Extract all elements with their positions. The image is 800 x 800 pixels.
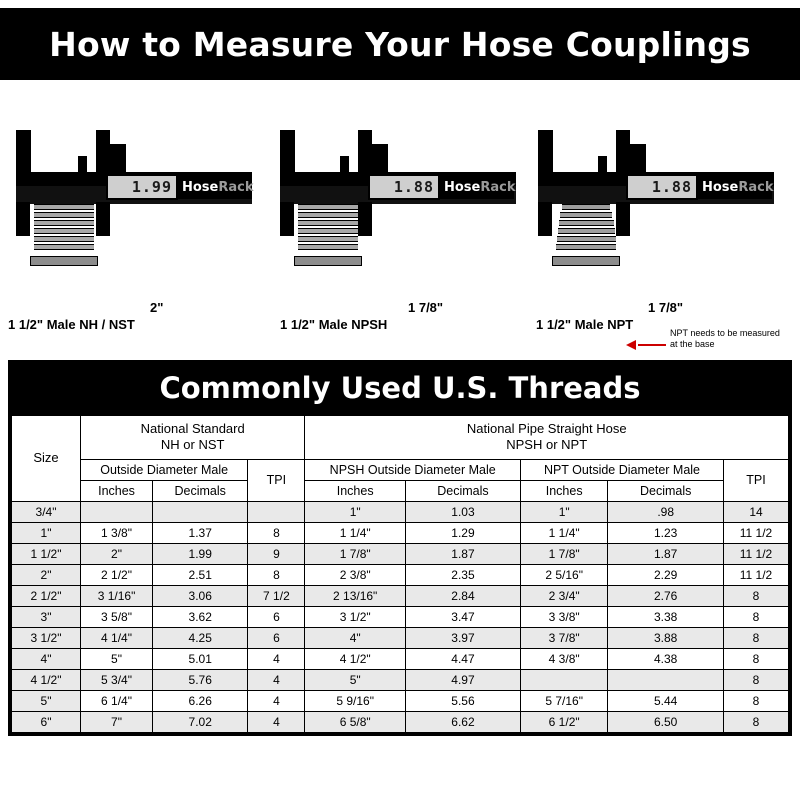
table-body <box>12 501 789 732</box>
cell-ns-decimals: 1.37 <box>153 522 248 543</box>
cell-npsh-decimals: 2.35 <box>405 564 520 585</box>
cell-npt-decimals: 2.29 <box>608 564 724 585</box>
cell-ns-inches: 6 1/4" <box>81 690 153 711</box>
cell-npsh-inches: 5" <box>305 669 406 690</box>
caliper-sliding-jaw-lower <box>96 202 110 236</box>
cell-npsh-inches: 1 1/4" <box>305 522 406 543</box>
cell-ns-decimals: 3.06 <box>153 585 248 606</box>
column-header-size: Size <box>12 416 81 502</box>
cell-npsh-inches: 2 13/16" <box>305 585 406 606</box>
cell-npsh-decimals: 3.97 <box>405 627 520 648</box>
brand-main-2: Hose <box>444 179 481 195</box>
cell-npsh-inches: 3 1/2" <box>305 606 406 627</box>
cell-npsh-decimals: 1.29 <box>405 522 520 543</box>
column-header-npt-od: NPT Outside Diameter Male <box>520 459 723 480</box>
cell-size: 6" <box>12 711 81 732</box>
coupling-base-2 <box>294 256 362 266</box>
cell-np-tpi: 8 <box>724 606 789 627</box>
cell-ns-decimals: 5.01 <box>153 648 248 669</box>
hose-coupling-3 <box>556 204 616 258</box>
column-header-ns-decimals: Decimals <box>153 480 248 501</box>
cell-npt-decimals: 3.38 <box>608 606 724 627</box>
column-header-ns-inches: Inches <box>81 480 153 501</box>
cell-npsh-inches: 5 9/16" <box>305 690 406 711</box>
cell-npt-decimals: 1.87 <box>608 543 724 564</box>
cell-npsh-decimals: 4.47 <box>405 648 520 669</box>
caliper-illustration-1 <box>8 130 256 265</box>
cell-ns-tpi: 6 <box>248 606 305 627</box>
caliper-illustration-3 <box>530 130 778 265</box>
cell-npt-inches: 6 1/2" <box>520 711 607 732</box>
cell-ns-decimals: 7.02 <box>153 711 248 732</box>
caliper-fixed-jaw <box>280 130 295 178</box>
cell-size: 4" <box>12 648 81 669</box>
table-row <box>12 627 789 648</box>
table-row <box>12 711 789 732</box>
cell-size: 4 1/2" <box>12 669 81 690</box>
caliper-reading-2: 1.88 <box>393 178 434 196</box>
cell-ns-tpi: 6 <box>248 627 305 648</box>
diagram-row <box>0 100 800 350</box>
cell-npt-decimals: 5.44 <box>608 690 724 711</box>
cell-npt-inches <box>520 669 607 690</box>
cell-npt-decimals: .98 <box>608 501 724 522</box>
cell-npsh-inches: 2 3/8" <box>305 564 406 585</box>
brand-main-3: Hose <box>702 179 739 195</box>
diagram-nh-nst <box>8 100 270 350</box>
callout-line <box>638 344 666 346</box>
dimension-label-2: 1 7/8" <box>408 300 444 315</box>
threads-table-block <box>8 360 792 736</box>
cell-npt-inches: 2 3/4" <box>520 585 607 606</box>
cell-npt-inches: 4 3/8" <box>520 648 607 669</box>
cell-npsh-decimals: 1.87 <box>405 543 520 564</box>
table-header-row-1 <box>12 416 789 460</box>
caliper-fixed-jaw-lower <box>280 202 294 236</box>
column-header-npsh-decimals: Decimals <box>405 480 520 501</box>
cell-np-tpi: 8 <box>724 648 789 669</box>
cell-npt-decimals: 3.88 <box>608 627 724 648</box>
table-row <box>12 543 789 564</box>
brand-logo-1 <box>178 175 252 199</box>
column-header-npt-inches: Inches <box>520 480 607 501</box>
hose-coupling-2 <box>298 204 358 258</box>
cell-ns-inches: 2" <box>81 543 153 564</box>
cell-ns-inches: 1 3/8" <box>81 522 153 543</box>
cell-size: 2" <box>12 564 81 585</box>
cell-ns-inches <box>81 501 153 522</box>
brand-logo-3 <box>698 175 772 199</box>
coupling-base-3 <box>552 256 620 266</box>
cell-ns-inches: 4 1/4" <box>81 627 153 648</box>
cell-np-tpi: 8 <box>724 711 789 732</box>
cell-npsh-inches: 6 5/8" <box>305 711 406 732</box>
caliper-thumb-wheel <box>340 156 349 176</box>
cell-npsh-decimals: 2.84 <box>405 585 520 606</box>
caliper-display-2 <box>368 174 440 200</box>
cell-np-tpi: 11 1/2 <box>724 564 789 585</box>
cell-ns-decimals: 1.99 <box>153 543 248 564</box>
diagram-caption-3: 1 1/2" Male NPT <box>536 317 634 332</box>
coupling-base-1 <box>30 256 98 266</box>
cell-npsh-decimals: 5.56 <box>405 690 520 711</box>
cell-ns-inches: 5 3/4" <box>81 669 153 690</box>
cell-ns-tpi: 4 <box>248 669 305 690</box>
table-row <box>12 648 789 669</box>
brand-sub-2: Rack <box>480 179 516 195</box>
column-header-npsh-od: NPSH Outside Diameter Male <box>305 459 521 480</box>
column-header-ns-tpi: TPI <box>248 459 305 501</box>
brand-sub-3: Rack <box>738 179 774 195</box>
cell-ns-inches: 3 1/16" <box>81 585 153 606</box>
page-title-banner <box>0 8 800 80</box>
cell-npt-inches: 3 7/8" <box>520 627 607 648</box>
cell-npt-inches: 1" <box>520 501 607 522</box>
cell-ns-tpi <box>248 501 305 522</box>
cell-npt-decimals <box>608 669 724 690</box>
cell-ns-decimals: 5.76 <box>153 669 248 690</box>
cell-npsh-decimals: 1.03 <box>405 501 520 522</box>
diagram-npt <box>530 100 792 350</box>
cell-ns-inches: 3 5/8" <box>81 606 153 627</box>
dimension-label-1: 2" <box>150 300 164 315</box>
cell-size: 3 1/2" <box>12 627 81 648</box>
table-title: Commonly Used U.S. Threads <box>11 363 789 415</box>
cell-ns-decimals: 6.26 <box>153 690 248 711</box>
caliper-thumb-wheel <box>78 156 87 176</box>
caliper-fixed-jaw <box>16 130 31 178</box>
table-header-row-2 <box>12 459 789 480</box>
cell-np-tpi: 14 <box>724 501 789 522</box>
caliper-reading-3: 1.88 <box>651 178 692 196</box>
cell-ns-tpi: 7 1/2 <box>248 585 305 606</box>
caliper-thumb-wheel <box>598 156 607 176</box>
cell-np-tpi: 8 <box>724 585 789 606</box>
caliper-slider-body <box>96 144 126 174</box>
cell-ns-inches: 5" <box>81 648 153 669</box>
cell-np-tpi: 11 1/2 <box>724 543 789 564</box>
column-header-npsh-inches: Inches <box>305 480 406 501</box>
cell-ns-decimals: 4.25 <box>153 627 248 648</box>
cell-npt-decimals: 2.76 <box>608 585 724 606</box>
caliper-sliding-jaw-lower <box>616 202 630 236</box>
cell-ns-inches: 2 1/2" <box>81 564 153 585</box>
table-row <box>12 669 789 690</box>
table-row <box>12 606 789 627</box>
column-header-np-tpi: TPI <box>724 459 789 501</box>
cell-npt-inches: 1 1/4" <box>520 522 607 543</box>
cell-size: 3/4" <box>12 501 81 522</box>
cell-npt-decimals: 1.23 <box>608 522 724 543</box>
page-title: How to Measure Your Hose Couplings <box>49 24 751 64</box>
cell-npsh-inches: 1" <box>305 501 406 522</box>
caliper-reading-1: 1.99 <box>131 178 172 196</box>
cell-npt-decimals: 4.38 <box>608 648 724 669</box>
cell-ns-tpi: 4 <box>248 648 305 669</box>
diagram-caption-2: 1 1/2" Male NPSH <box>280 317 388 332</box>
cell-ns-decimals <box>153 501 248 522</box>
cell-npsh-inches: 4" <box>305 627 406 648</box>
cell-npsh-decimals: 4.97 <box>405 669 520 690</box>
table-row <box>12 522 789 543</box>
caliper-fixed-jaw-lower <box>538 202 552 236</box>
caliper-fixed-jaw <box>538 130 553 178</box>
caliper-display-1 <box>106 174 178 200</box>
table-row <box>12 690 789 711</box>
cell-npsh-inches: 1 7/8" <box>305 543 406 564</box>
cell-size: 3" <box>12 606 81 627</box>
column-group-national-pipe: National Pipe Straight Hose NPSH or NPT <box>305 416 789 460</box>
cell-npsh-inches: 4 1/2" <box>305 648 406 669</box>
threads-table <box>11 415 789 733</box>
diagram-caption-1: 1 1/2" Male NH / NST <box>8 317 135 332</box>
cell-npsh-decimals: 3.47 <box>405 606 520 627</box>
cell-size: 1 1/2" <box>12 543 81 564</box>
cell-npt-inches: 2 5/16" <box>520 564 607 585</box>
cell-np-tpi: 8 <box>724 627 789 648</box>
cell-ns-tpi: 8 <box>248 522 305 543</box>
column-group-national-standard: National Standard NH or NST <box>81 416 305 460</box>
brand-logo-2 <box>440 175 514 199</box>
cell-ns-tpi: 4 <box>248 690 305 711</box>
cell-size: 5" <box>12 690 81 711</box>
brand-sub-1: Rack <box>218 179 254 195</box>
cell-npt-decimals: 6.50 <box>608 711 724 732</box>
column-header-ns-od: Outside Diameter Male <box>81 459 248 480</box>
cell-np-tpi: 8 <box>724 669 789 690</box>
cell-npt-inches: 3 3/8" <box>520 606 607 627</box>
cell-size: 1" <box>12 522 81 543</box>
cell-size: 2 1/2" <box>12 585 81 606</box>
cell-ns-tpi: 8 <box>248 564 305 585</box>
diagram-npsh <box>272 100 534 350</box>
brand-main-1: Hose <box>182 179 219 195</box>
cell-ns-decimals: 2.51 <box>153 564 248 585</box>
hose-coupling-1 <box>34 204 94 258</box>
table-row <box>12 501 789 522</box>
column-header-npt-decimals: Decimals <box>608 480 724 501</box>
callout-arrow-icon <box>626 340 636 350</box>
cell-np-tpi: 8 <box>724 690 789 711</box>
cell-np-tpi: 11 1/2 <box>724 522 789 543</box>
cell-npt-inches: 1 7/8" <box>520 543 607 564</box>
table-header-row-3 <box>12 480 789 501</box>
cell-ns-decimals: 3.62 <box>153 606 248 627</box>
caliper-sliding-jaw-lower <box>358 202 372 236</box>
cell-npt-inches: 5 7/16" <box>520 690 607 711</box>
dimension-label-3: 1 7/8" <box>648 300 684 315</box>
cell-ns-tpi: 9 <box>248 543 305 564</box>
caliper-slider-body <box>616 144 646 174</box>
table-row <box>12 564 789 585</box>
cell-ns-inches: 7" <box>81 711 153 732</box>
npt-measure-note: NPT needs to be measured at the base <box>670 328 780 350</box>
cell-ns-tpi: 4 <box>248 711 305 732</box>
caliper-slider-body <box>358 144 388 174</box>
caliper-fixed-jaw-lower <box>16 202 30 236</box>
cell-npsh-decimals: 6.62 <box>405 711 520 732</box>
table-row <box>12 585 789 606</box>
caliper-illustration-2 <box>272 130 520 265</box>
caliper-display-3 <box>626 174 698 200</box>
